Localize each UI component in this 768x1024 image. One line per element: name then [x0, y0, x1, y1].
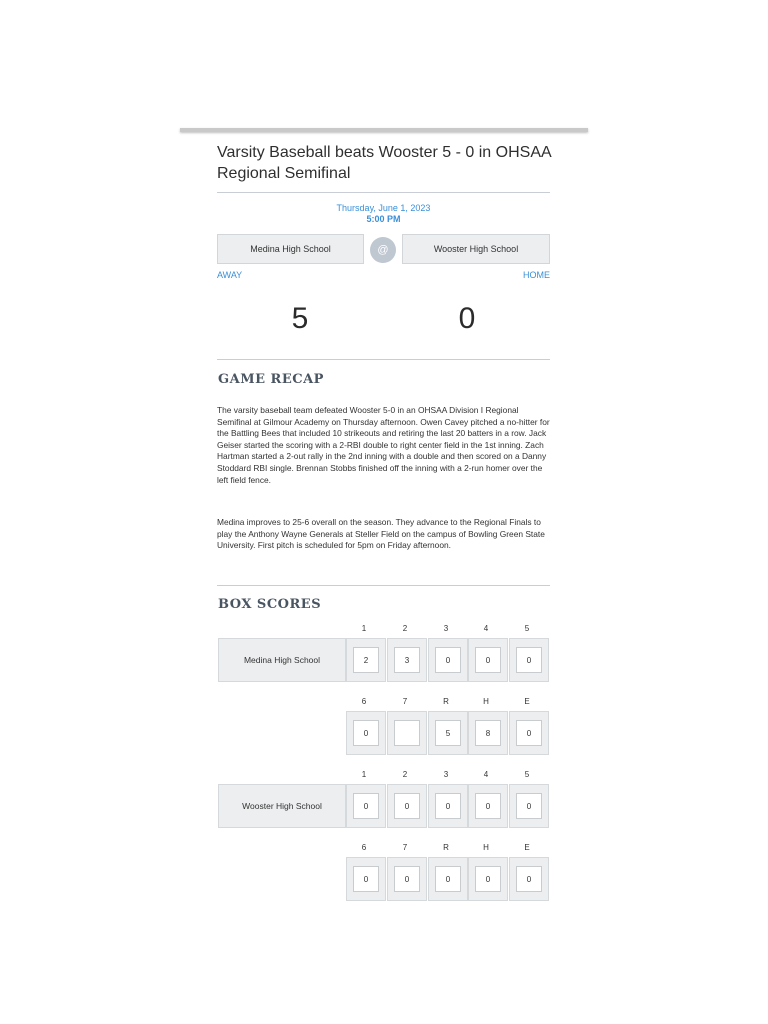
box-score-column-header: 2	[402, 624, 408, 633]
box-score-cell	[346, 857, 386, 901]
box-score-cell	[468, 784, 508, 828]
game-date: Thursday, June 1, 2023	[336, 203, 431, 213]
box-score-cell	[428, 857, 468, 901]
box-score-value: 0	[516, 793, 542, 819]
box-score-cell	[428, 638, 468, 682]
box-score-cell	[468, 857, 508, 901]
box-score-column-header: E	[524, 843, 530, 852]
box-score-cell	[509, 857, 549, 901]
box-score-value: 0	[394, 793, 420, 819]
box-score-cell	[346, 711, 386, 755]
divider	[217, 359, 550, 360]
box-score-value: 0	[475, 647, 501, 673]
box-score-column-header: H	[483, 697, 489, 706]
box-score-cell	[509, 784, 549, 828]
box-score-cell	[468, 711, 508, 755]
box-score-column-header: 5	[524, 770, 530, 779]
divider	[217, 192, 550, 193]
box-score-cell	[509, 711, 549, 755]
home-score: 0	[458, 302, 476, 335]
box-score-column-header: H	[483, 843, 489, 852]
box-score-value: 0	[516, 720, 542, 746]
recap-paragraph-1: The varsity baseball team defeated Wooster 5-0 in an OHSAA Division I Regional Semifinal at Gilmour Academy on Thursday afternoon. Owen Cavey pitched a no-hitter for the Battling Bees that included 10 strikeouts and retiring the last 20 batters in a row. Jack Geiser started the scoring with a 2-RBI double to right center field in the 1st inning. Zach Hartman started a 2-out rally in the 2nd inning with a double and then scored on a Danny Stoddard RBI single. Brennan Stobbs finished off the inning with a 2-run homer over the left field fence.	[217, 405, 550, 485]
box-score-cell	[468, 638, 508, 682]
box-score-value: 0	[435, 793, 461, 819]
box-score-value: 0	[353, 793, 379, 819]
box-score-value: 0	[435, 866, 461, 892]
home-label: HOME	[523, 270, 550, 280]
away-label: AWAY	[217, 270, 243, 280]
divider	[217, 585, 550, 586]
box-scores-heading: BOX SCORES	[218, 597, 322, 612]
box-score-column-header: 1	[361, 770, 367, 779]
box-score-cell	[387, 711, 427, 755]
box-score-column-header: 3	[443, 624, 449, 633]
home-team-name: Wooster High School	[433, 244, 519, 254]
box-score-column-header: 6	[361, 697, 367, 706]
box-score-value: 3	[394, 647, 420, 673]
box-score-value: 0	[516, 866, 542, 892]
box-score-column-header: 4	[483, 770, 489, 779]
box-score-team-name: Wooster High School	[218, 784, 346, 828]
away-score: 5	[291, 302, 309, 335]
box-score-cell	[387, 784, 427, 828]
box-score-cell	[428, 784, 468, 828]
box-score-column-header: 2	[402, 770, 408, 779]
at-icon: @	[370, 237, 396, 263]
box-score-cell	[387, 638, 427, 682]
away-team-box[interactable]	[217, 234, 364, 264]
box-score-column-header: 3	[443, 770, 449, 779]
box-score-cell	[346, 638, 386, 682]
box-score-value: 0	[435, 647, 461, 673]
top-divider-bar	[180, 128, 588, 132]
box-score-column-header: 4	[483, 624, 489, 633]
home-team-box[interactable]	[402, 234, 550, 264]
away-team-name: Medina High School	[250, 244, 331, 254]
game-time: 5:00 PM	[366, 214, 401, 224]
box-score-column-header: 5	[524, 624, 530, 633]
box-score-value: 2	[353, 647, 379, 673]
box-score-value: 0	[353, 720, 379, 746]
game-recap-heading: GAME RECAP	[218, 372, 324, 387]
box-score-value	[394, 720, 420, 746]
box-score-cell	[509, 638, 549, 682]
box-score-cell	[346, 784, 386, 828]
box-score-cell	[387, 857, 427, 901]
box-score-column-header: E	[524, 697, 530, 706]
article-headline: Varsity Baseball beats Wooster 5 - 0 in OHSAA Regional Semifinal	[217, 144, 551, 182]
box-score-column-header: 1	[361, 624, 367, 633]
box-score-column-header: 7	[402, 697, 408, 706]
recap-paragraph-2: Medina improves to 25-6 overall on the season. They advance to the Regional Finals to play the Anthony Wayne Generals at Steller Field on the campus of Bowling Green State University. First pitch is scheduled for 5pm on Friday afternoon.	[217, 517, 545, 551]
box-score-team-name: Medina High School	[218, 638, 346, 682]
box-score-value: 8	[475, 720, 501, 746]
box-score-value: 0	[353, 866, 379, 892]
box-score-column-header: 7	[402, 843, 408, 852]
box-score-value: 0	[475, 793, 501, 819]
box-score-column-header: R	[443, 843, 449, 852]
box-score-value: 0	[475, 866, 501, 892]
box-score-value: 0	[516, 647, 542, 673]
box-score-column-header: R	[443, 697, 449, 706]
box-score-column-header: 6	[361, 843, 367, 852]
box-score-value: 5	[435, 720, 461, 746]
box-score-cell	[428, 711, 468, 755]
box-score-value: 0	[394, 866, 420, 892]
